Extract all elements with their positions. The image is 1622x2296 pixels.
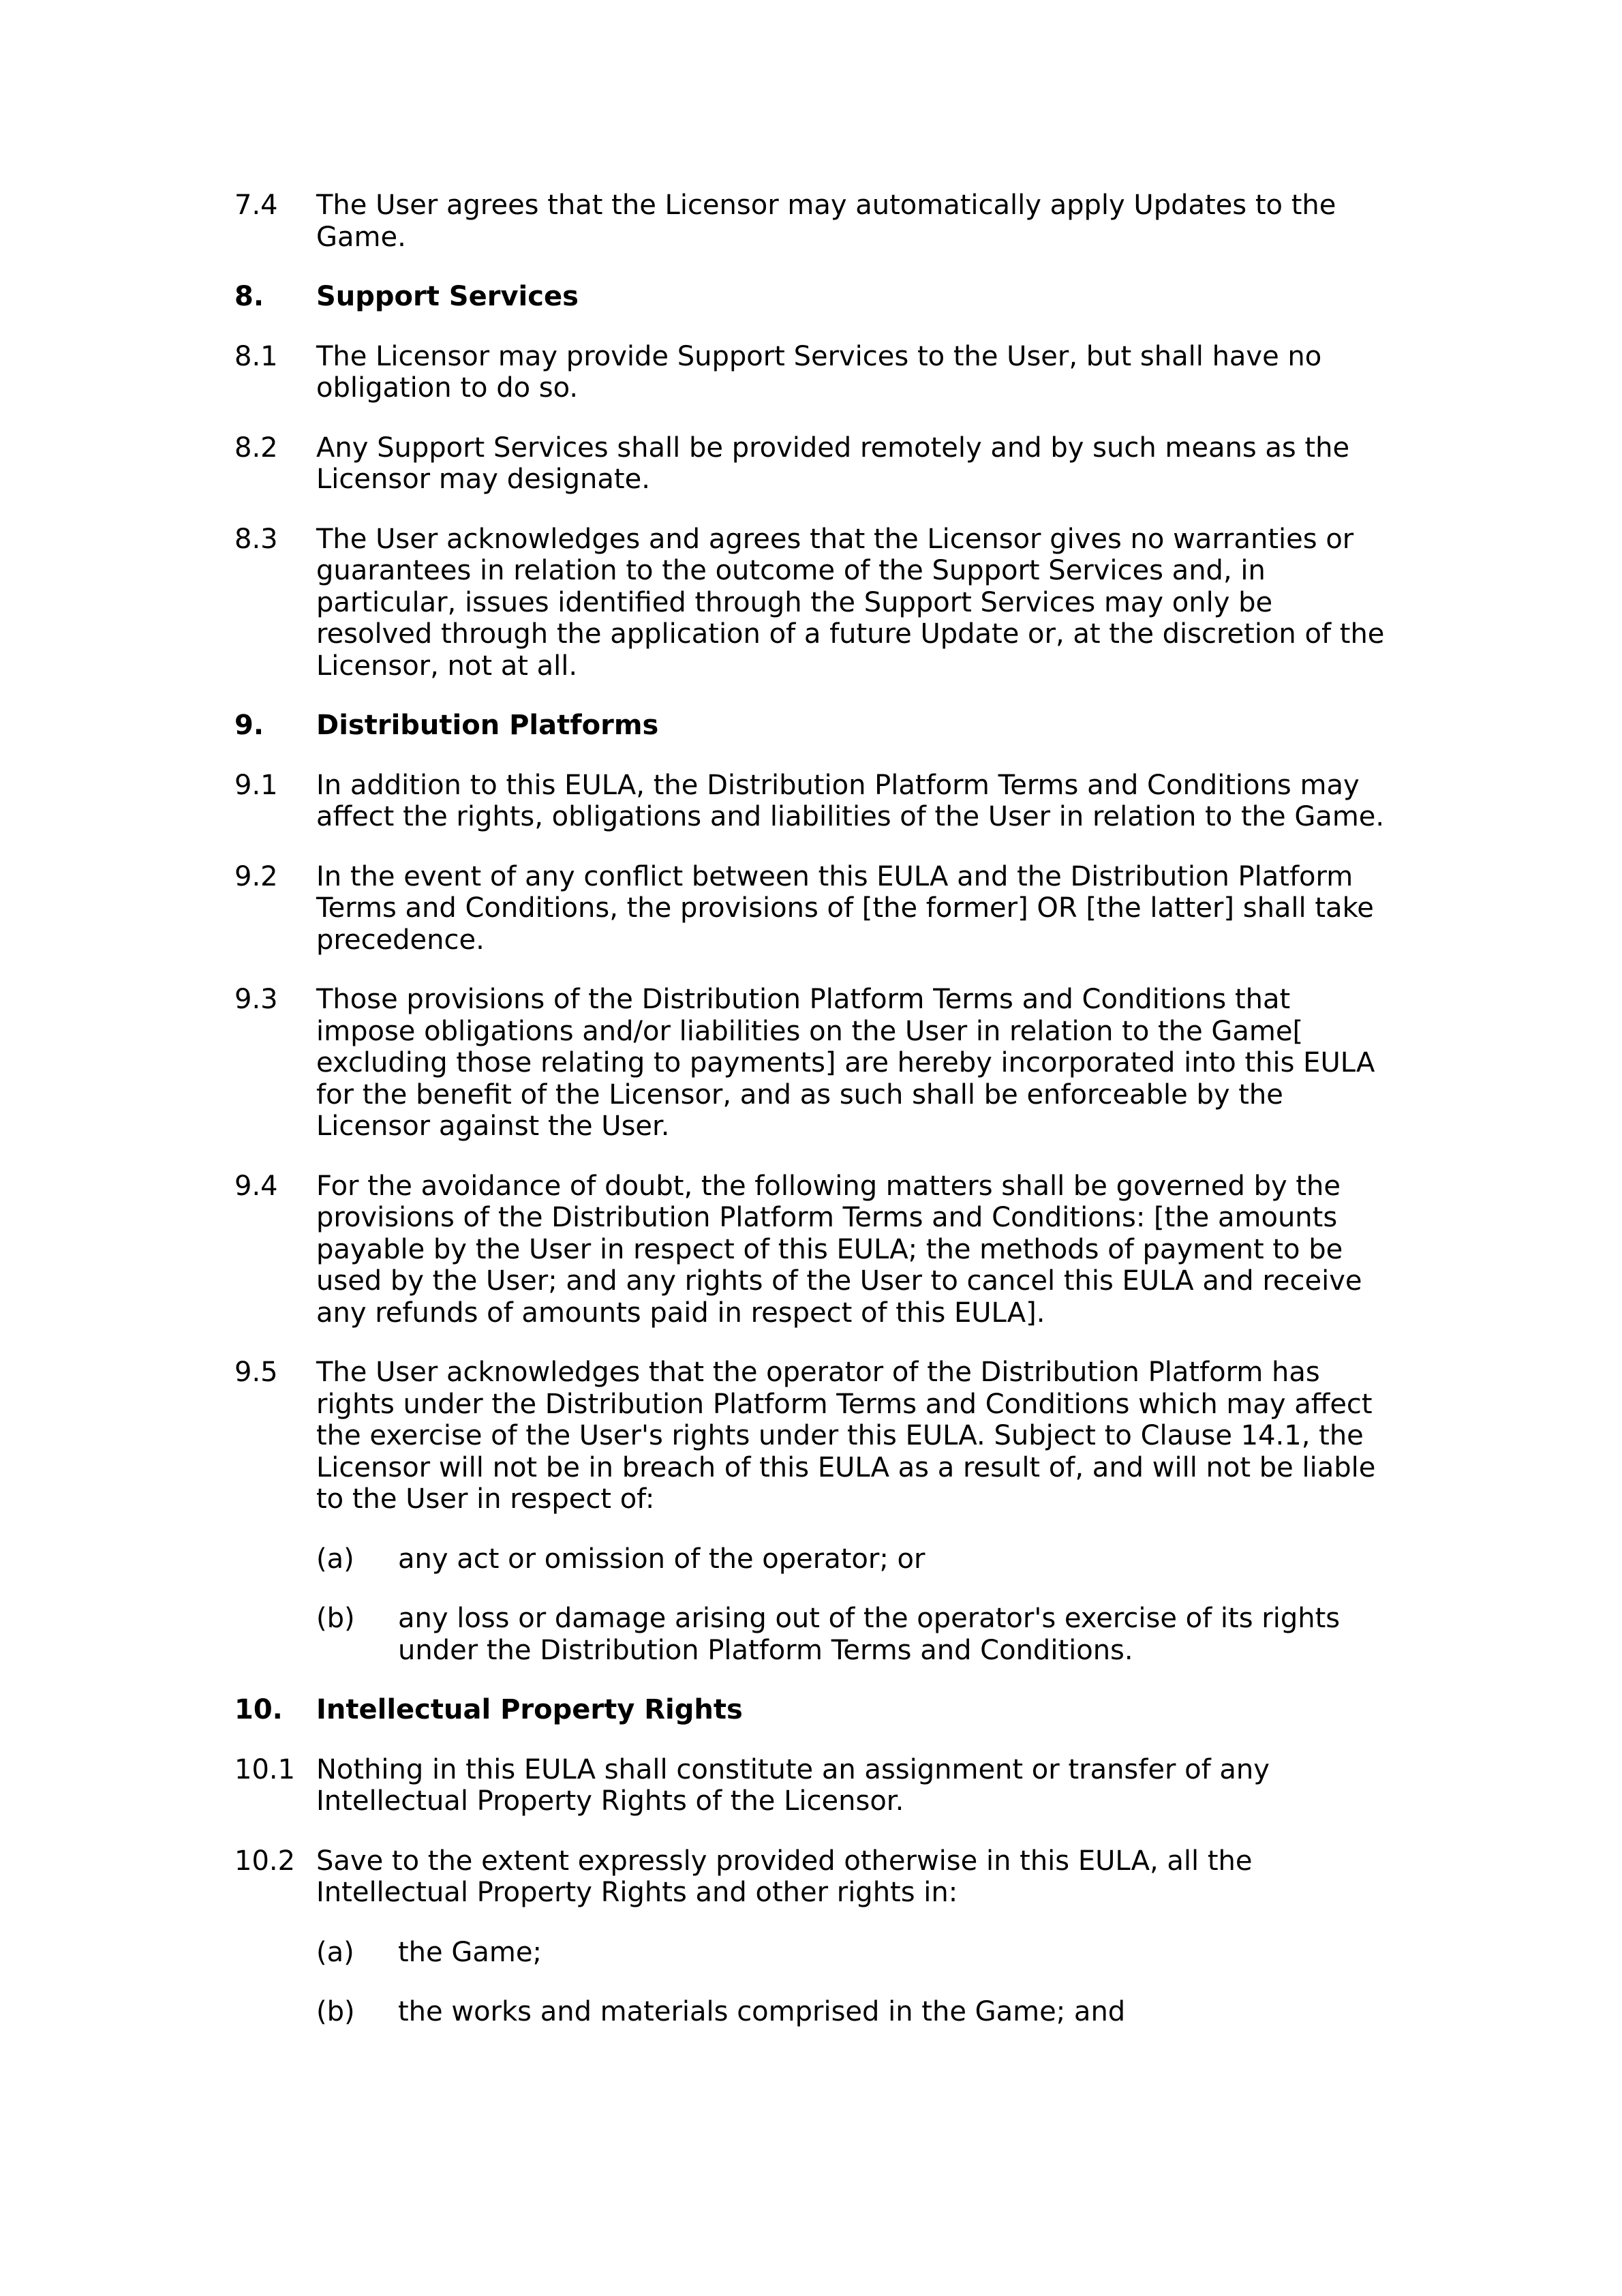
clause-9-2 [234, 861, 1393, 956]
clause-number: 9.2 [234, 860, 278, 892]
section-number: 10. [234, 1694, 283, 1725]
clause-text: Nothing in this EULA shall constitute an assignment or transfer of any Intellectual Property Rights of the Licensor. [316, 1753, 1270, 1817]
section-number: 9. [234, 710, 264, 741]
clause-8-1 [234, 341, 1393, 404]
clause-text: The User acknowledges that the operator of the Distribution Platform has rights under the Distribution Platform Terms and Conditions which may affect the exercise of the User's rights under this EULA. Subject to Clause 14.1, the Licensor will not be in breach of this EULA as a result of, and will not be liable to the User in respect of: [316, 1357, 1376, 1515]
subclause-9-5-a [234, 1543, 1393, 1575]
section-number: 8. [234, 281, 264, 312]
clause-9-4 [234, 1170, 1393, 1329]
clause-text: For the avoidance of doubt, the following matters shall be governed by the provisions of the Distribution Platform Terms and Conditions: [the amounts payable by the User in respect of this EULA; the methods of payment to be used by the User; and any rights of the User to cancel this EULA and receive any refunds of amounts paid in respect of this EULA]. [316, 1170, 1362, 1329]
section-heading-9 [234, 710, 1393, 742]
clause-number: 9.3 [234, 984, 278, 1015]
clause-10-2 [234, 1845, 1393, 1909]
clause-text: In addition to this EULA, the Distribution Platform Terms and Conditions may affect the rights, obligations and liabilities of the User in relation to the Game. [316, 769, 1385, 832]
subclause-letter: (a) [316, 1936, 354, 1968]
clause-number: 8.2 [234, 432, 278, 464]
clause-number: 10.1 [234, 1753, 296, 1785]
clause-8-3 [234, 524, 1393, 682]
clause-text: In the event of any conflict between this EULA and the Distribution Platform Terms and Conditions, the provisions of [the former] OR [the latter] shall take precedence. [316, 860, 1374, 956]
subclause-text: the works and materials comprised in the Game; and [398, 1996, 1126, 2027]
clause-number: 9.4 [234, 1170, 278, 1202]
section-heading-8 [234, 281, 1393, 313]
subclause-9-5-b [234, 1603, 1393, 1666]
clause-number: 8.1 [234, 340, 278, 372]
subclause-text: any act or omission of the operator; or [398, 1543, 925, 1575]
subclause-10-2-a [234, 1937, 1393, 1969]
clause-8-2 [234, 432, 1393, 496]
clause-number: 10.2 [234, 1845, 296, 1877]
subclause-text: the Game; [398, 1936, 542, 1968]
clause-10-1 [234, 1754, 1393, 1817]
clause-9-3 [234, 984, 1393, 1143]
clause-text: The Licensor may provide Support Services to the User, but shall have no obligation to do so. [316, 340, 1322, 404]
document-body [234, 190, 1393, 2056]
clause-number: 9.1 [234, 769, 278, 801]
clause-text: Those provisions of the Distribution Platform Terms and Conditions that impose obligations and/or liabilities on the User in relation to the Game[ excluding those relating to payments] are hereby incorporated into this EULA for the benefit of the Licensor, and as such shall be enforceable by the Licensor against the User. [316, 984, 1375, 1142]
clause-9-5 [234, 1357, 1393, 1515]
clause-text: Any Support Services shall be provided remotely and by such means as the Licensor may designate. [316, 432, 1350, 495]
section-title: Intellectual Property Rights [316, 1694, 743, 1725]
section-title: Distribution Platforms [316, 710, 659, 741]
section-heading-10 [234, 1694, 1393, 1726]
clause-text: The User acknowledges and agrees that the Licensor gives no warranties or guarantees in relation to the outcome of the Support Services and, in particular, issues identified through the Support Services may only be resolved through the application of a future Update or, at the discretion of the Licensor, not at all. [316, 523, 1385, 682]
clause-text: The User agrees that the Licensor may automatically apply Updates to the Game. [316, 190, 1336, 253]
subclause-letter: (a) [316, 1543, 354, 1575]
clause-9-1 [234, 770, 1393, 833]
section-title: Support Services [316, 281, 579, 312]
subclause-10-2-b [234, 1996, 1393, 2028]
subclause-letter: (b) [316, 1603, 355, 1634]
clause-7-4 [234, 190, 1393, 253]
clause-number: 7.4 [234, 190, 278, 221]
clause-number: 8.3 [234, 523, 278, 555]
clause-text: Save to the extent expressly provided otherwise in this EULA, all the Intellectual Property Rights and other rights in: [316, 1845, 1253, 1908]
subclause-text: any loss or damage arising out of the operator's exercise of its rights under the Distribution Platform Terms and Conditions. [398, 1603, 1341, 1666]
clause-number: 9.5 [234, 1357, 278, 1388]
subclause-letter: (b) [316, 1996, 355, 2027]
